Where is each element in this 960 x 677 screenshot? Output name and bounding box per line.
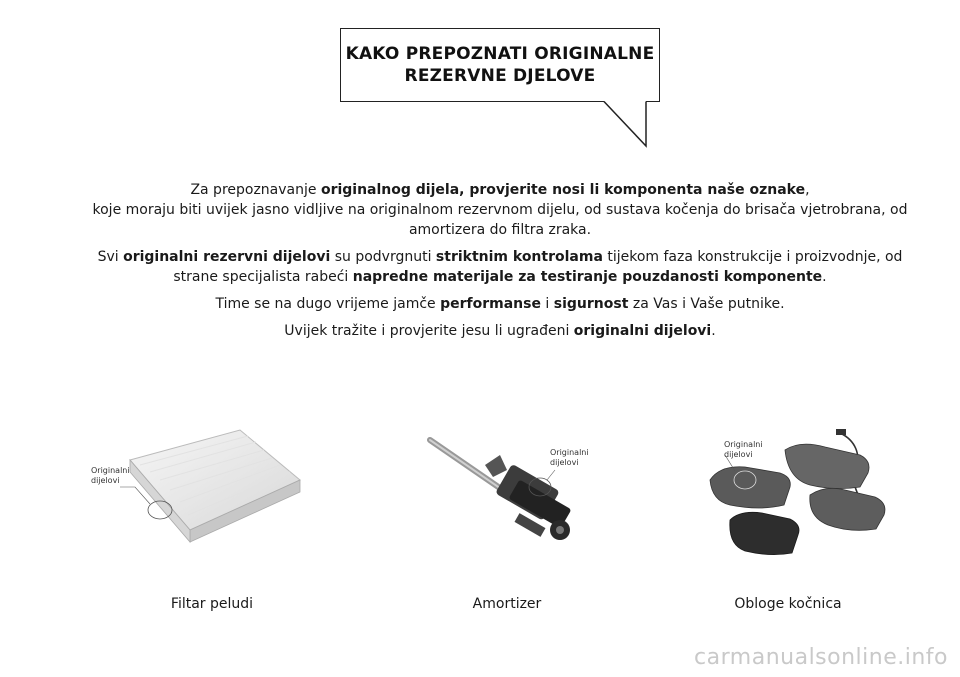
intro-paragraph-3: Time se na dugo vrijeme jamče performanse i sigurnost za Vas i Vaše putnike. — [215, 296, 785, 312]
shock-absorber-image — [415, 425, 595, 565]
callout-label: Originalni dijelovi — [724, 440, 763, 459]
callout-label: Originalni dijelovi — [91, 466, 130, 485]
product-caption: Amortizer — [472, 596, 542, 612]
intro-paragraph-2: Svi originalni rezervni dijelovi su podvrgnuti striktnim kontrolama tijekom faza konstrukcije i proizvodnje, od strane specijalista rabeći napredne materijale za testiranje pouzdanosti komponente. — [97, 249, 903, 285]
callout-label: Originalni dijelovi — [550, 448, 589, 467]
intro-text — [90, 180, 910, 348]
header-bubble — [340, 28, 660, 102]
bubble-tail-icon — [600, 100, 650, 148]
watermark: carmanualsonline.info — [694, 645, 948, 670]
product-caption: Obloge kočnica — [734, 596, 842, 612]
page-title: KAKO PREPOZNATI ORIGINALNE REZERVNE DJELOVE — [345, 44, 655, 86]
product-caption: Filtar peludi — [170, 596, 254, 612]
pollen-filter-image — [80, 420, 320, 570]
intro-paragraph-4: Uvijek tražite i provjerite jesu li ugrađeni originalni dijelovi. — [284, 323, 716, 339]
intro-paragraph-1: Za prepoznavanje originalnog dijela, provjerite nosi li komponenta naše oznake, koje moraju biti uvijek jasno vidljive na originalnom rezervnom dijelu, od sustava kočenja do brisača vjetrobrana, od amortizera do filtra zraka. — [92, 182, 908, 238]
